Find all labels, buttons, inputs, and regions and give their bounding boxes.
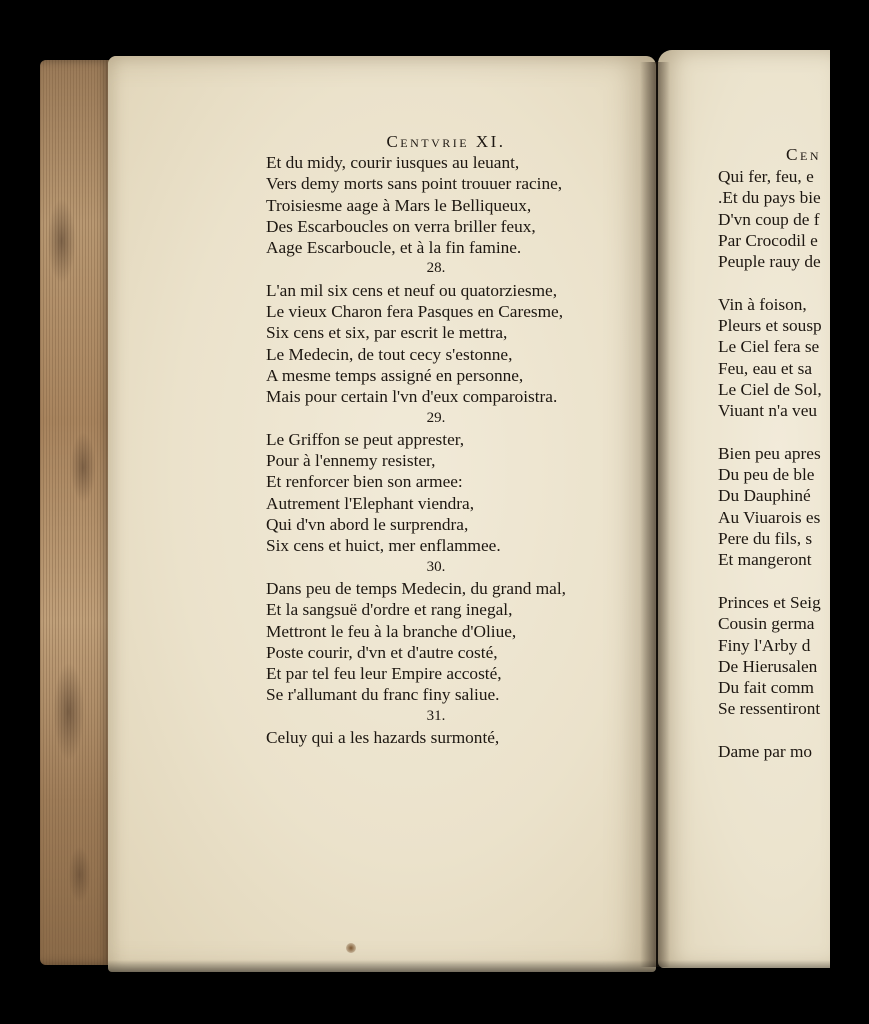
verse-line: A mesme temps assigné en personne,: [266, 365, 524, 385]
verse-line: Du fait comm: [718, 678, 814, 698]
verse-line: Vin à foison,: [718, 294, 807, 314]
book-edge: [40, 60, 112, 965]
verse-line: Du peu de ble: [718, 465, 815, 485]
verse-line: Troisiesme aage à Mars le Belliqueux,: [266, 195, 532, 215]
verse-line: Bien peu apres: [718, 443, 821, 463]
marbled-edge: [40, 60, 112, 965]
verse-line: Finy l'Arby d: [718, 635, 811, 655]
verse-gap: [718, 272, 822, 293]
verse-line: Se ressentiront: [718, 699, 821, 719]
verse-line: Le Ciel de Sol,: [718, 379, 822, 399]
verse-gap: [718, 571, 822, 592]
verse-gap: [718, 720, 822, 741]
verse-line: Poste courir, d'vn et d'autre costé,: [266, 642, 498, 662]
verse-line: Cousin germa: [718, 614, 815, 634]
verse-line: Le Griffon se peut apprester,: [266, 429, 465, 449]
verse-line: .Et du pays bie: [718, 188, 821, 208]
verse-line: Qui d'vn abord le surprendra,: [266, 515, 469, 535]
verse-line: De Hierusalen: [718, 656, 818, 676]
verse-line: Pour à l'ennemy resister,: [266, 451, 436, 471]
verse-line: Peuple rauy de: [718, 252, 821, 272]
verse-line: Et du midy, courir iusques au leuant,: [266, 153, 520, 172]
verse-line: Et renforcer bien son armee:: [266, 472, 463, 492]
verse-line: Par Crocodil e: [718, 230, 818, 250]
verse-line: Aage Escarboucle, et à la fin famine.: [266, 238, 522, 258]
verse-line: Dame par mo: [718, 742, 813, 762]
right-page-text: [718, 144, 822, 762]
quatrain-number: 29.: [426, 409, 446, 426]
quatrain-number: 28.: [426, 260, 446, 277]
verse-line: Mais pour certain l'vn d'eux comparoistra.: [266, 387, 558, 407]
verse-line: Six cens et six, par escrit le mettra,: [266, 323, 508, 343]
verse-line: Et par tel feu leur Empire accosté,: [266, 664, 502, 684]
verse-line: Le Ciel fera se: [718, 337, 820, 357]
verse-line: Six cens et huict, mer enflammee.: [266, 536, 501, 556]
right-page-text-clip: [658, 50, 830, 968]
verse-line: Feu, eau et sa: [718, 358, 813, 378]
verse-line: Mettront le feu à la branche d'Oliue,: [266, 621, 517, 641]
quatrain-number: 30.: [426, 558, 446, 575]
verse-gap: [718, 422, 822, 443]
verse-line: Autrement l'Elephant viendra,: [266, 493, 475, 513]
verse-line: Vers demy morts sans point trouuer racine,: [266, 174, 563, 194]
verse-line: Se r'allumant du franc finy saliue.: [266, 685, 500, 705]
quatrain-number: 31.: [426, 707, 446, 724]
verse-line: Et la sangsuë d'ordre et rang inegal,: [266, 600, 513, 620]
verse-line: Celuy qui a les hazards surmonté,: [266, 728, 500, 748]
verse-line: Pleurs et sousp: [718, 316, 822, 336]
page-heading: Centvrie XI.: [386, 132, 506, 151]
verse-line: Viuant n'a veu: [718, 401, 818, 421]
page-heading: Cen: [786, 145, 822, 164]
verse-line: Le Medecin, de tout cecy s'estonne,: [266, 344, 513, 364]
verse-line: Et mangeront: [718, 550, 812, 570]
paper-stain: [346, 943, 356, 953]
verse-line: Qui fer, feu, e: [718, 167, 814, 186]
verse-line: Pere du fils, s: [718, 529, 813, 549]
verse-line: L'an mil six cens et neuf ou quatorziesme,: [266, 280, 558, 300]
verse-line: Le vieux Charon fera Pasques en Caresme,: [266, 302, 564, 322]
verse-line: Au Viuarois es: [718, 507, 821, 527]
verse-line: Dans peu de temps Medecin, du grand mal,: [266, 578, 566, 598]
verse-line: Princes et Seig: [718, 592, 821, 612]
left-page-text: [266, 131, 606, 748]
verse-line: Des Escarboucles on verra briller feux,: [266, 216, 536, 236]
verse-line: Du Dauphiné: [718, 486, 811, 506]
verse-line: D'vn coup de f: [718, 209, 820, 229]
